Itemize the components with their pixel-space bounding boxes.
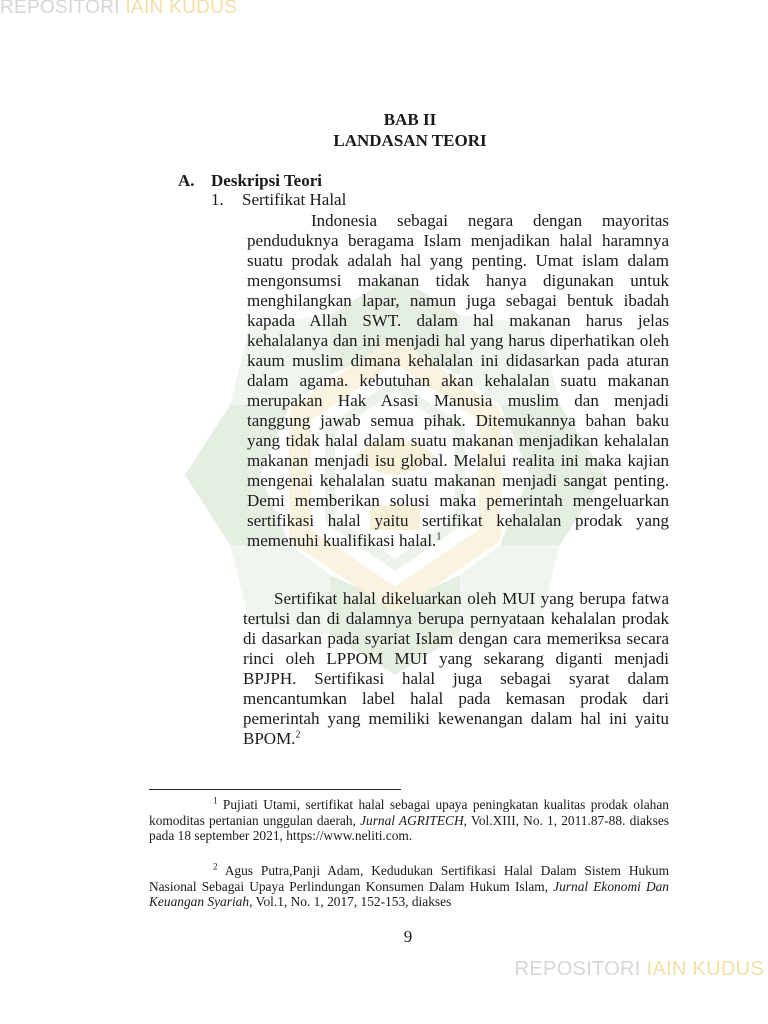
footnote-1 (149, 797, 669, 844)
footnote-text: Agus Putra,Panji Adam, Kedudukan Sertifikasi Halal Dalam Sistem Hukum Nasional Sebagai Upaya Perlindungan Konsumen Dalam Hukum Islam, (149, 863, 669, 894)
section-title: Deskripsi Teori (211, 171, 322, 190)
paragraph-text: Sertifikat halal dikeluarkan oleh MUI yang berupa fatwa tertulsi dan di dalamnya berupa pernyataan kehalalan prodak di dasarkan pada syariat Islam dengan cara memeriksa secara rinci oleh LPPOM MUI yang sekarang diganti menjadi BPJPH. Sertifikasi halal juga sebagai syarat dalam mencantumkan label halal pada kemasan prodak dari pemerintah yang memiliki kewenangan dalam hal ini yaitu BPOM. (243, 589, 669, 748)
footnote-text-end: , Vol.XIII, No. 1, 2011.87-88. diakses pada 18 september 2021, https://www.neliti.com. (149, 812, 669, 843)
body-paragraph-1 (247, 211, 669, 551)
footnote-number: 2 (213, 861, 218, 872)
footnote-journal: Jurnal Ekonomi Dan Keuangan Syariah (149, 878, 670, 909)
footnote-separator (149, 789, 401, 790)
section-marker: A. (178, 171, 195, 190)
footnote-text-end: , Vol.1, No. 1, 2017, 152-153, diakses (249, 894, 452, 909)
watermark-top (0, 0, 237, 19)
chapter-label: BAB II (383, 110, 437, 129)
paragraph-text: Indonesia sebagai negara dengan mayoritas penduduknya beragama Islam menjadikan halal haramnya suatu prodak adalah hal yang penting. Umat islam dalam mengonsumsi makanan tidak hanya digunakan untuk menghilangkan lapar, namun juga sebagai bentuk ibadah kapada Allah SWT. dalam hal makanan harus jelas kehalalanya dan ini menjadi hal yang harus diperhatikan oleh kaum muslim dimana kehalalan ini didasarkan pada aturan dalam agama. kebutuhan akan kehalalan suatu makanan merupakan Hak Asasi Manusia muslim dan menjadi tanggung jawab semua pihak. Ditemukannya bahan baku yang tidak halal dalam suatu makanan menjadikan kehalalan makanan menjadi isu global. Melalui realita ini maka kajian mengenai kehalalan suatu makanan menjadi sangat penting. Demi memberikan solusi maka pemerintah mengeluarkan sertifikasi halal yaitu sertifikat kehalalan prodak yang memenuhi kualifikasi halal. (247, 211, 669, 550)
subsection-marker: 1. (211, 190, 224, 209)
body-paragraph-2 (243, 589, 669, 749)
footnote-ref-2[interactable]: 2 (295, 729, 301, 741)
footnote-2 (149, 863, 669, 910)
page-number: 9 (403, 927, 413, 946)
watermark-top-gray: REPOSITORI (0, 0, 120, 18)
watermark-bottom-gray: REPOSITORI (514, 958, 641, 980)
watermark-bottom-brand: IAIN KUDUS (646, 958, 764, 980)
footnote-ref-1[interactable]: 1 (436, 531, 442, 543)
chapter-title: LANDASAN TEORI (333, 131, 487, 150)
subsection-heading (211, 190, 346, 210)
footnote-number: 1 (213, 795, 218, 806)
subsection-title: Sertifikat Halal (242, 190, 347, 209)
footnote-journal: Jurnal AGRITECH (360, 812, 464, 828)
watermark-top-brand: IAIN KUDUS (125, 0, 238, 18)
section-heading (178, 171, 322, 191)
watermark-bottom (515, 958, 764, 981)
footnote-text: Pujiati Utami, sertifikat halal sebagai upaya peningkatan kualitas prodak olahan komoditas pertanian unggulan daerah, (149, 797, 669, 828)
